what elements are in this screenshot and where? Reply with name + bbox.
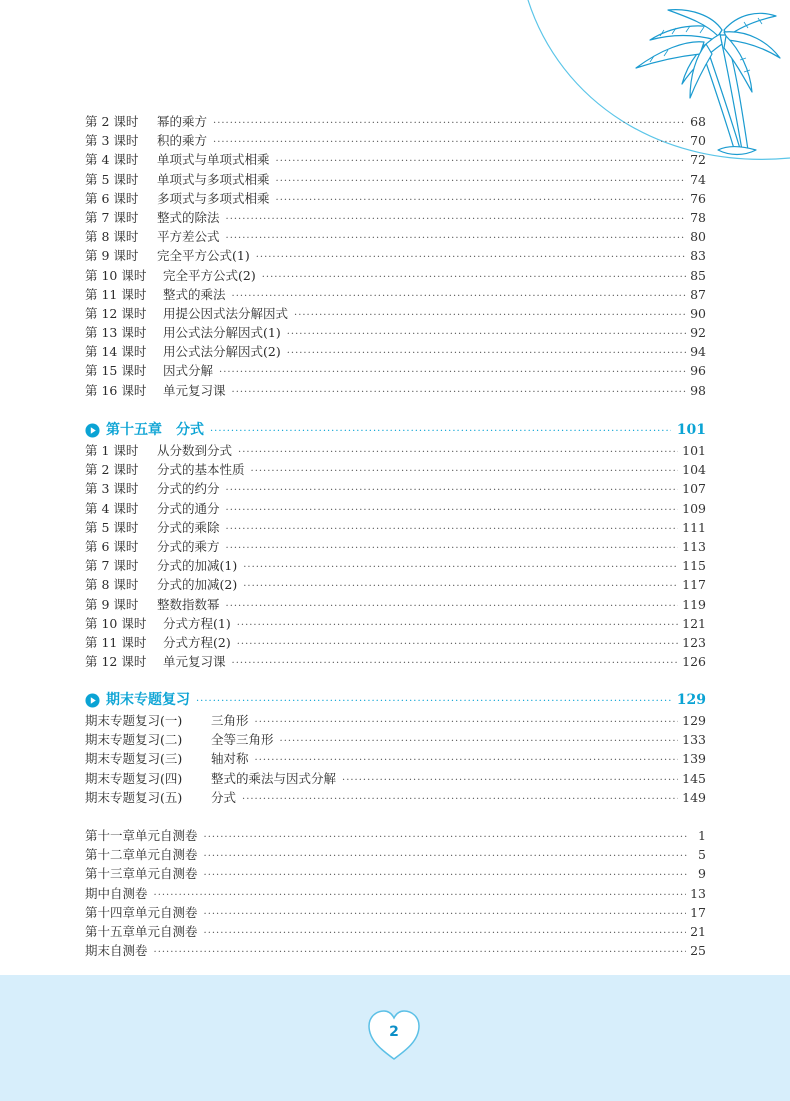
play-circle-icon xyxy=(85,423,100,438)
lesson-title: 整式的乘法 xyxy=(163,286,226,302)
dot-leader xyxy=(226,229,687,248)
dot-leader xyxy=(280,732,679,751)
chapter-page-number: 101 xyxy=(676,422,706,438)
page-number: 85 xyxy=(690,267,706,283)
page-number: 76 xyxy=(690,190,706,206)
lesson-title: 从分数到分式 xyxy=(157,443,233,458)
lesson-title: 轴对称 xyxy=(211,751,249,767)
toc-row[interactable] xyxy=(85,460,706,479)
toc-row[interactable] xyxy=(85,323,706,342)
page-number: 117 xyxy=(682,577,706,593)
toc-row[interactable] xyxy=(85,361,706,380)
lesson-label: 第 14 课时 xyxy=(85,344,147,360)
page-number: 9 xyxy=(698,866,706,882)
dot-leader xyxy=(204,866,688,885)
test-title: 第十五章单元自测卷 xyxy=(85,923,198,939)
toc-row[interactable] xyxy=(85,208,706,227)
lesson-label: 第 15 课时 xyxy=(85,363,147,379)
chapter-title: 期末专题复习 xyxy=(106,692,190,708)
dot-leader xyxy=(226,210,687,229)
page-number: 68 xyxy=(690,114,706,129)
lesson-title: 整数指数幂 xyxy=(157,596,220,612)
page-number: 80 xyxy=(690,229,706,245)
dot-leader xyxy=(287,344,686,363)
page-number: 109 xyxy=(682,500,706,516)
dot-leader xyxy=(154,943,687,962)
dot-leader xyxy=(243,558,678,577)
page-number: 101 xyxy=(682,443,706,458)
lesson-title: 分式的基本性质 xyxy=(157,462,245,478)
dot-leader xyxy=(219,363,686,382)
test-title: 期末自测卷 xyxy=(85,943,148,959)
page-number: 115 xyxy=(682,558,706,574)
test-title: 第十四章单元自测卷 xyxy=(85,904,198,920)
lesson-label: 第 7 课时 xyxy=(85,209,139,225)
lesson-label: 第 2 课时 xyxy=(85,114,139,129)
toc-row[interactable] xyxy=(85,246,706,265)
lesson-title: 积的乘方 xyxy=(157,133,208,149)
lesson-label: 第 9 课时 xyxy=(85,596,139,612)
chapter-heading[interactable] xyxy=(85,420,706,441)
page-number: 90 xyxy=(690,305,706,321)
lesson-label: 第 6 课时 xyxy=(85,190,139,206)
toc-row[interactable] xyxy=(85,518,706,537)
lesson-label: 期末专题复习(二) xyxy=(85,732,183,748)
lesson-title: 分式方程(1) xyxy=(163,615,231,631)
dot-leader xyxy=(204,905,687,924)
lesson-label: 第 10 课时 xyxy=(85,615,147,631)
page-number: 1 xyxy=(698,828,706,843)
lesson-title: 单元复习课 xyxy=(163,382,226,398)
dot-leader xyxy=(276,191,687,210)
dot-leader xyxy=(294,306,686,325)
lesson-title: 分式的加减(1) xyxy=(157,558,238,574)
page-number: 83 xyxy=(690,248,706,264)
dot-leader xyxy=(255,713,679,732)
lesson-title: 分式的通分 xyxy=(157,500,220,516)
lesson-title: 分式方程(2) xyxy=(163,634,231,650)
toc-row[interactable] xyxy=(85,266,706,285)
toc-row[interactable] xyxy=(85,711,706,730)
toc-row[interactable] xyxy=(85,884,706,903)
lesson-title: 三角形 xyxy=(211,713,249,728)
toc-row[interactable] xyxy=(85,730,706,749)
lesson-title: 整式的除法 xyxy=(157,209,220,225)
lesson-label: 第 4 课时 xyxy=(85,500,139,516)
dot-leader xyxy=(226,501,679,520)
dot-leader xyxy=(242,790,678,809)
page-number: 87 xyxy=(690,286,706,302)
page-number: 119 xyxy=(682,596,706,612)
dot-leader xyxy=(213,114,686,133)
chapter-heading[interactable] xyxy=(85,690,706,711)
toc-row[interactable] xyxy=(85,499,706,518)
lesson-title: 单元复习课 xyxy=(163,654,226,670)
dot-leader xyxy=(226,481,679,500)
toc-section-ch15 xyxy=(85,420,706,671)
lesson-label: 第 8 课时 xyxy=(85,229,139,245)
lesson-title: 全等三角形 xyxy=(211,732,274,748)
lesson-title: 用提公因式法分解因式 xyxy=(163,305,289,321)
dot-leader xyxy=(243,577,678,596)
page-number: 92 xyxy=(690,325,706,341)
lesson-title: 分式的乘方 xyxy=(157,538,220,554)
dot-leader xyxy=(154,886,687,905)
dot-leader xyxy=(210,421,671,442)
dot-leader xyxy=(287,325,686,344)
test-title: 第十二章单元自测卷 xyxy=(85,847,198,863)
lesson-title: 因式分解 xyxy=(163,363,214,379)
lesson-label: 第 5 课时 xyxy=(85,171,139,187)
toc-row[interactable] xyxy=(85,941,706,960)
page-number: 72 xyxy=(690,152,706,168)
dot-leader xyxy=(251,462,679,481)
lesson-title: 用公式法分解因式(2) xyxy=(163,344,281,360)
page-number: 126 xyxy=(682,654,706,670)
dot-leader xyxy=(204,847,688,866)
lesson-title: 单项式与多项式相乘 xyxy=(157,171,270,187)
lesson-label: 期末专题复习(一) xyxy=(85,713,183,728)
dot-leader xyxy=(276,152,687,171)
toc-row[interactable] xyxy=(85,150,706,169)
lesson-label: 第 8 课时 xyxy=(85,577,139,593)
lesson-label: 第 2 课时 xyxy=(85,462,139,478)
toc-row[interactable] xyxy=(85,189,706,208)
dot-leader xyxy=(237,635,678,654)
dot-leader xyxy=(238,443,678,462)
dot-leader xyxy=(226,597,679,616)
toc-section-tests xyxy=(85,826,706,960)
toc-row[interactable] xyxy=(85,864,706,883)
toc-row[interactable] xyxy=(85,537,706,556)
toc-row[interactable] xyxy=(85,845,706,864)
test-title: 第十三章单元自测卷 xyxy=(85,866,198,882)
lesson-label: 期末专题复习(四) xyxy=(85,770,183,786)
lesson-title: 用公式法分解因式(1) xyxy=(163,325,281,341)
page-number: 96 xyxy=(690,363,706,379)
test-title: 第十一章单元自测卷 xyxy=(85,828,198,843)
toc-row[interactable] xyxy=(85,788,706,807)
dot-leader xyxy=(232,654,679,673)
page-number: 98 xyxy=(690,382,706,398)
dot-leader xyxy=(232,383,687,402)
lesson-label: 第 6 课时 xyxy=(85,538,139,554)
lesson-title: 整式的乘法与因式分解 xyxy=(211,770,337,786)
lesson-label: 第 7 课时 xyxy=(85,558,139,574)
test-title: 期中自测卷 xyxy=(85,885,148,901)
page-number: 70 xyxy=(690,133,706,149)
chapter-title: 第十五章 分式 xyxy=(106,422,204,438)
toc-row[interactable] xyxy=(85,131,706,150)
toc-row[interactable] xyxy=(85,614,706,633)
page-number: 111 xyxy=(682,519,706,535)
lesson-title: 分式 xyxy=(211,789,237,805)
lesson-label: 期末专题复习(三) xyxy=(85,751,183,767)
dot-leader xyxy=(204,924,687,943)
lesson-label: 第 12 课时 xyxy=(85,654,147,670)
page-number: 13 xyxy=(690,885,706,901)
lesson-label: 第 3 课时 xyxy=(85,481,139,497)
page-number: 5 xyxy=(698,847,706,863)
page-number: 139 xyxy=(682,751,706,767)
lesson-label: 第 4 课时 xyxy=(85,152,139,168)
toc-row[interactable] xyxy=(85,285,706,304)
lesson-label: 第 5 课时 xyxy=(85,519,139,535)
lesson-label: 第 3 课时 xyxy=(85,133,139,149)
dot-leader xyxy=(226,520,679,539)
page-number: 78 xyxy=(690,209,706,225)
page-number: 17 xyxy=(690,904,706,920)
page-number: 129 xyxy=(682,713,706,728)
toc-row[interactable] xyxy=(85,170,706,189)
page-number: 121 xyxy=(682,615,706,631)
lesson-title: 分式的加减(2) xyxy=(157,577,238,593)
toc-row[interactable] xyxy=(85,441,706,460)
page-number: 145 xyxy=(682,770,706,786)
toc-row[interactable] xyxy=(85,112,706,131)
lesson-label: 第 13 课时 xyxy=(85,325,147,341)
lesson-title: 完全平方公式(1) xyxy=(157,248,250,264)
dot-leader xyxy=(262,268,686,287)
lesson-title: 平方差公式 xyxy=(157,229,220,245)
dot-leader xyxy=(276,172,687,191)
toc-row[interactable] xyxy=(85,633,706,652)
dot-leader xyxy=(204,828,688,847)
toc-row[interactable] xyxy=(85,769,706,788)
page-number: 104 xyxy=(682,462,706,478)
toc-row[interactable] xyxy=(85,652,706,671)
lesson-title: 多项式与多项式相乘 xyxy=(157,190,270,206)
dot-leader xyxy=(342,771,678,790)
dot-leader xyxy=(196,691,671,712)
page-number: 149 xyxy=(682,789,706,805)
dot-leader xyxy=(213,133,686,152)
toc-row[interactable] xyxy=(85,381,706,400)
page-number: 94 xyxy=(690,344,706,360)
page-number: 74 xyxy=(690,171,706,187)
toc-row[interactable] xyxy=(85,479,706,498)
page-number: 107 xyxy=(682,481,706,497)
lesson-label: 第 10 课时 xyxy=(85,267,147,283)
lesson-label: 第 12 课时 xyxy=(85,305,147,321)
play-circle-icon xyxy=(85,693,100,708)
toc-row[interactable] xyxy=(85,575,706,594)
lesson-title: 分式的约分 xyxy=(157,481,220,497)
lesson-label: 第 16 课时 xyxy=(85,382,147,398)
dot-leader xyxy=(226,539,679,558)
lesson-label: 第 9 课时 xyxy=(85,248,139,264)
toc-row[interactable] xyxy=(85,227,706,246)
toc-row[interactable] xyxy=(85,342,706,361)
toc-row[interactable] xyxy=(85,903,706,922)
toc-row[interactable] xyxy=(85,304,706,323)
toc-section-final-review xyxy=(85,690,706,807)
toc-row[interactable] xyxy=(85,749,706,768)
lesson-label: 期末专题复习(五) xyxy=(85,789,183,805)
lesson-title: 单项式与单项式相乘 xyxy=(157,152,270,168)
footer-page-number: 2 xyxy=(389,1024,399,1040)
lesson-label: 第 1 课时 xyxy=(85,443,139,458)
toc-row[interactable] xyxy=(85,556,706,575)
page-number: 25 xyxy=(690,943,706,959)
page-number: 133 xyxy=(682,732,706,748)
dot-leader xyxy=(237,616,678,635)
lesson-label: 第 11 课时 xyxy=(85,286,147,302)
page-number: 123 xyxy=(682,634,706,650)
lesson-title: 分式的乘除 xyxy=(157,519,220,535)
dot-leader xyxy=(256,248,686,267)
chapter-page-number: 129 xyxy=(676,692,706,708)
page-number: 21 xyxy=(690,923,706,939)
page-number: 113 xyxy=(682,538,706,554)
toc-section-ch14 xyxy=(85,112,706,400)
toc-row[interactable] xyxy=(85,922,706,941)
toc-row[interactable] xyxy=(85,826,706,845)
toc-row[interactable] xyxy=(85,595,706,614)
lesson-title: 完全平方公式(2) xyxy=(163,267,256,283)
lesson-label: 第 11 课时 xyxy=(85,634,147,650)
dot-leader xyxy=(232,287,687,306)
lesson-title: 幂的乘方 xyxy=(157,114,208,129)
